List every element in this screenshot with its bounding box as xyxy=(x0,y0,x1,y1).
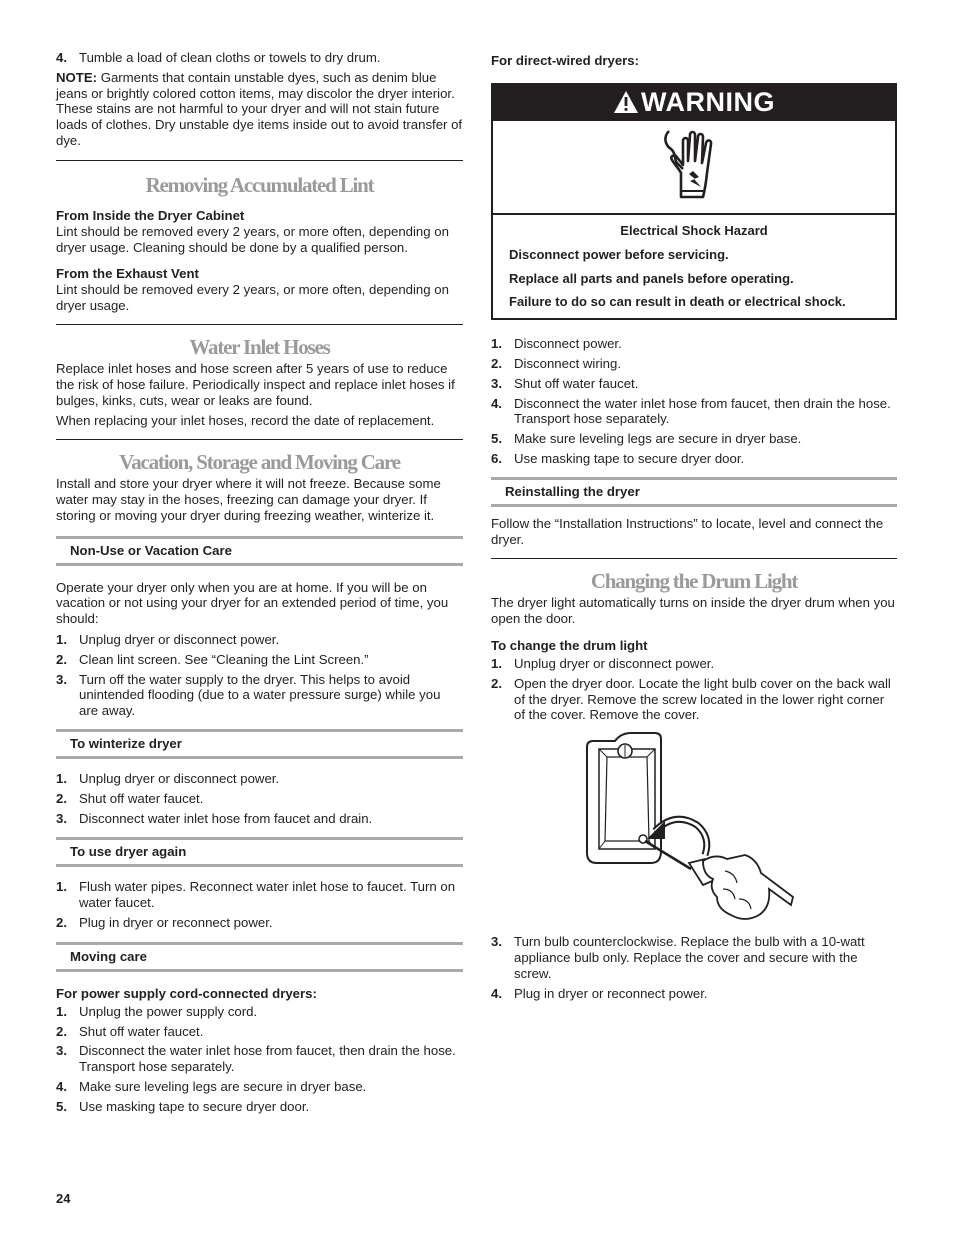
drum-light-illustration xyxy=(491,729,897,934)
nonuse-text: Operate your dryer only when you are at home. If you will be on vacation or not using your dryer for an extended period of time, you should: xyxy=(56,579,449,627)
heading-vent: From the Exhaust Vent xyxy=(56,266,199,282)
section-title-vacation: Vacation, Storage and Moving Care xyxy=(119,450,400,475)
heading-change-drum-light: To change the drum light xyxy=(491,637,648,653)
warning-triangle-icon xyxy=(613,90,639,114)
hoses-text-2: When replacing your inlet hoses, record the date of replacement. xyxy=(56,413,435,429)
list-item: 3. Disconnect water inlet hose from faucet and drain. xyxy=(56,810,373,826)
list-item: 2. Shut off water faucet. xyxy=(56,790,204,806)
warning-line: Failure to do so can result in death or electrical shock. xyxy=(509,294,846,310)
bulb-cover-screwdriver-illustration xyxy=(585,729,805,929)
heading-cord-connected: For power supply cord-connected dryers: xyxy=(56,985,317,1001)
note-paragraph: NOTE: Garments that contain unstable dyes, such as denim blue jeans or brightly colored cotton items, may discolor the dryer interior. These stains are not harmful to your dryer and will not stain future loads of clothes. Dry unstable dye items inside out to avoid transfer of dye. xyxy=(56,69,463,148)
warning-line: Replace all parts and panels before operating. xyxy=(509,270,794,286)
list-item: 5. Make sure leveling legs are secure in dryer base. xyxy=(491,431,802,447)
warning-box xyxy=(491,83,897,320)
drum-steps-b xyxy=(491,934,897,1001)
right-column xyxy=(491,50,897,1005)
warning-header xyxy=(493,85,895,121)
list-item: 1. Unplug dryer or disconnect power. xyxy=(491,655,715,671)
section-title-lint: Removing Accumulated Lint xyxy=(145,172,374,197)
hoses-text: Replace inlet hoses and hose screen after 5 years of use to reduce the risk of hose failure. Periodically inspect and replace inlet hoses if bulges, kinks, cuts, wear or leaks are found. xyxy=(56,360,455,408)
list-item: 2. Open the dryer door. Locate the light bulb cover on the back wall of the dryer. Remove the screw located in the lower right corner of the cover. Remove the cover. xyxy=(491,675,891,723)
use-again-list xyxy=(56,879,463,930)
warning-line: Disconnect power before servicing. xyxy=(509,246,729,262)
list-item: 1. Unplug dryer or disconnect power. xyxy=(56,631,280,647)
list-item: 5. Use masking tape to secure dryer door. xyxy=(56,1098,310,1114)
subheading-nonuse: Non-Use or Vacation Care xyxy=(56,536,463,566)
page-number: 24 xyxy=(56,1191,71,1206)
winterize-list xyxy=(56,771,463,826)
reinstall-text: Follow the “Installation Instructions” to locate, level and connect the dryer. xyxy=(491,515,884,547)
warning-text xyxy=(493,215,895,318)
list-item: 1. Flush water pipes. Reconnect water inlet hose to faucet. Turn on water faucet. xyxy=(56,879,456,911)
section-title-hoses: Water Inlet Hoses xyxy=(189,334,330,359)
subheading-reinstall: Reinstalling the dryer xyxy=(491,477,897,507)
list-item: 3. Turn bulb counterclockwise. Replace the bulb with a 10-watt appliance bulb only. Replace the cover and secure with the screw. xyxy=(491,934,865,981)
vent-text: Lint should be removed every 2 years, or more often, depending on dryer usage. xyxy=(56,282,449,314)
list-item: 2. Disconnect wiring. xyxy=(491,355,622,371)
heading-cabinet: From Inside the Dryer Cabinet xyxy=(56,207,245,223)
direct-wired-list xyxy=(491,336,897,467)
warning-title: WARNING xyxy=(641,87,775,117)
subheading-moving: Moving care xyxy=(56,942,463,972)
section-title-drum-light: Changing the Drum Light xyxy=(590,569,798,594)
list-item: 2. Plug in dryer or reconnect power. xyxy=(56,914,273,930)
list-item: 4. Tumble a load of clean cloths or towels to dry drum. xyxy=(56,50,381,65)
list-item: 1. Disconnect power. xyxy=(491,336,622,352)
cabinet-text: Lint should be removed every 2 years, or more often, depending on dryer usage. Cleaning should be done by a qualified person. xyxy=(56,223,449,255)
left-column xyxy=(56,50,463,1118)
list-item: 2. Clean lint screen. See “Cleaning the Lint Screen.” xyxy=(56,651,369,667)
drum-intro: The dryer light automatically turns on inside the dryer drum when you open the door. xyxy=(491,595,895,627)
nonuse-list xyxy=(56,632,463,719)
list-item: 1. Unplug the power supply cord. xyxy=(56,1003,258,1019)
cord-list xyxy=(56,1004,463,1115)
electric-shock-hand-icon xyxy=(659,127,729,207)
subheading-use-again: To use dryer again xyxy=(56,837,463,867)
subheading-winterize: To winterize dryer xyxy=(56,729,463,759)
list-item: 4. Make sure leveling legs are secure in dryer base. xyxy=(56,1078,367,1094)
heading-direct-wired: For direct-wired dryers: xyxy=(491,53,640,68)
hazard-title: Electrical Shock Hazard xyxy=(620,223,768,238)
list-item: 4. Disconnect the water inlet hose from faucet, then drain the hose. Transport hose separately. xyxy=(491,395,891,427)
list-item: 1. Unplug dryer or disconnect power. xyxy=(56,770,280,786)
warning-icon-area xyxy=(493,121,895,215)
list-item: 4. Plug in dryer or reconnect power. xyxy=(491,985,708,1001)
vacation-intro: Install and store your dryer where it will not freeze. Because some water may stay in the hoses, freezing can damage your dryer. If storing or moving your dryer during freezing weather, winterize it. xyxy=(56,476,441,523)
list-item: 6. Use masking tape to secure dryer door. xyxy=(491,450,745,466)
list-item: 3. Turn off the water supply to the dryer. This helps to avoid unintended flooding (due to a water pressure surge) while you are away. xyxy=(56,671,441,719)
drum-steps-a xyxy=(491,656,897,723)
list-item: 2. Shut off water faucet. xyxy=(56,1023,204,1039)
list-item: 3. Shut off water faucet. xyxy=(491,375,639,391)
list-item: 3. Disconnect the water inlet hose from faucet, then drain the hose. Transport hose separately. xyxy=(56,1043,456,1075)
